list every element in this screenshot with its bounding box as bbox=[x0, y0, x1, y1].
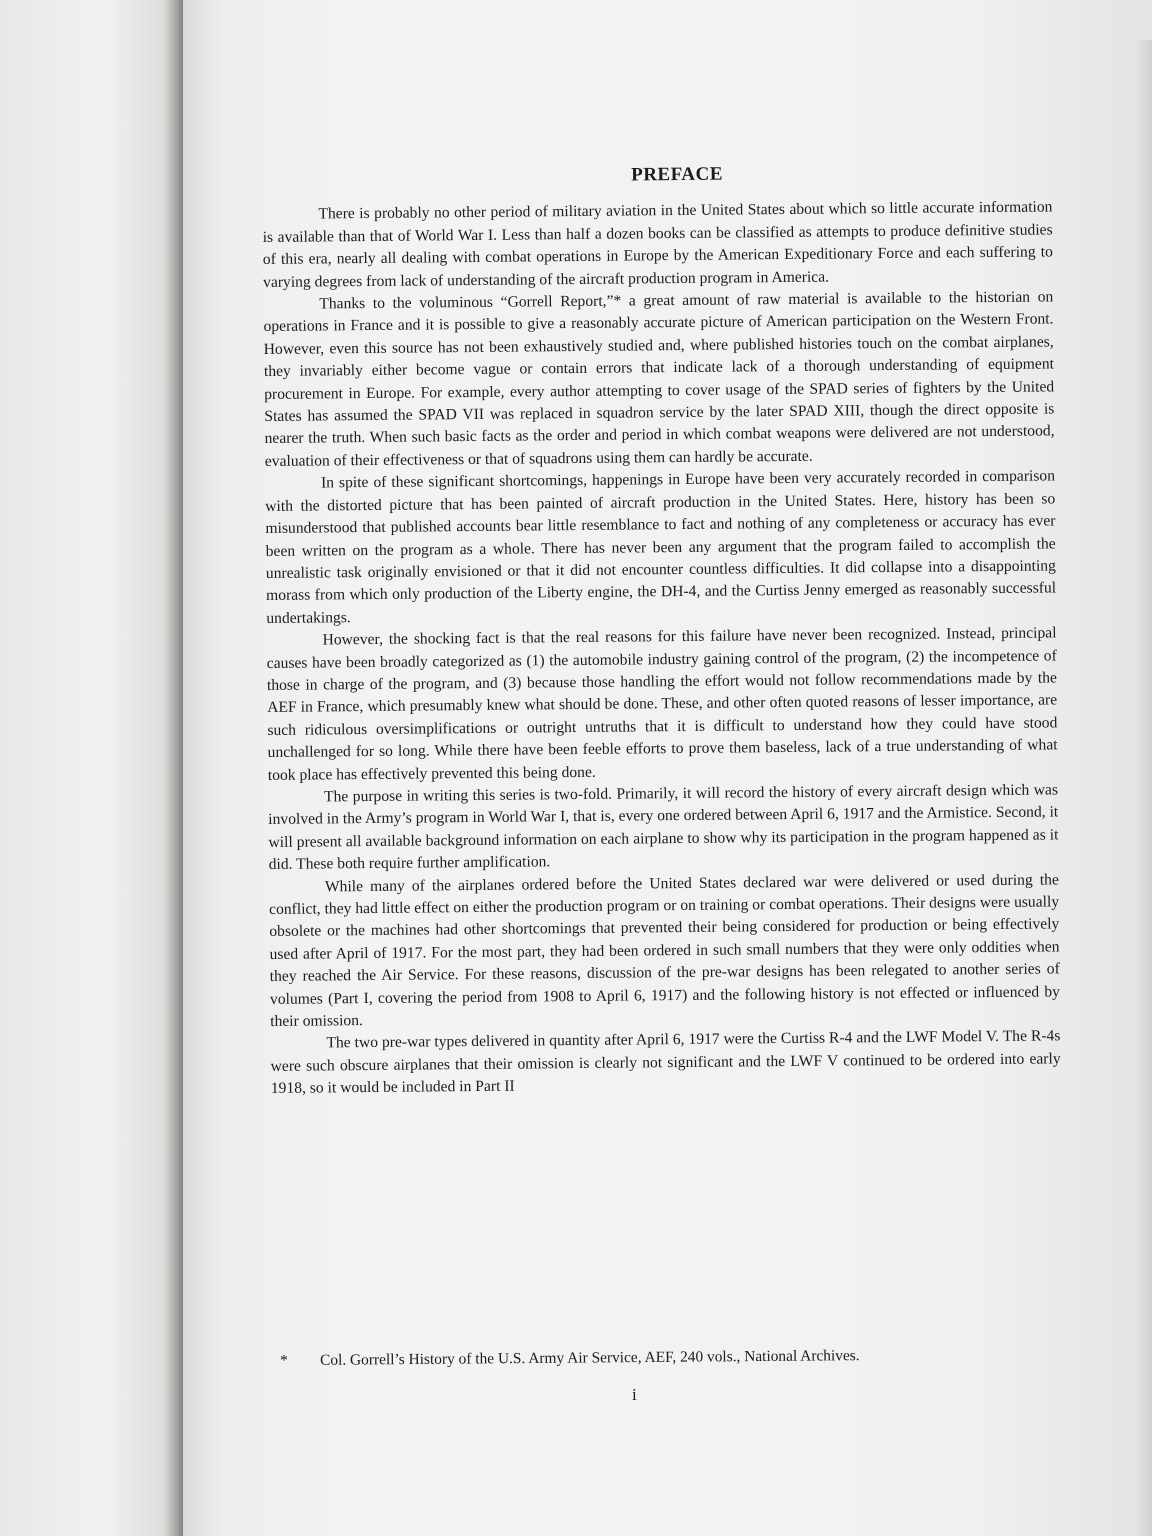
paragraph-7: The two pre-war types delivered in quantity after April 6, 1917 were the Curtiss R-4 and the LWF Model V. The R-4s were such obscure airplanes that their omission is clearly not significant and the LWF V continued to be ordered into early 1918, so it would be included in Part II bbox=[270, 1027, 1061, 1098]
paragraph-5: The purpose in writing this series is two-fold. Primarily, it will record the history of every aircraft design which was involved in the Army’s program in World War I, that is, every one ordered between April 6, 1917 and the Armistice. Second, it will present all available background information on each airplane to show why its participation in the program happened as it did. These both require further amplification. bbox=[268, 781, 1059, 874]
paragraph-6: While many of the airplanes ordered before the United States declared war were delivered or used during the conflict, they had little effect on either the production program or on training or combat operations. Their designs were usually obsolete or the machines had other shortcomings that prevented their being considered for production or being effectively used after April of 1917. For the most part, they had been ordered in such small numbers that they were only oddities when they reached the Air Service. For these reasons, discussion of the pre-war designs has been relegated to another series of volumes (Part I, covering the period from 1908 to April 6, 1917) and the following history is not effected or influenced by their omission. bbox=[269, 870, 1061, 1030]
book-gutter bbox=[165, 0, 185, 1536]
paragraph-1: There is probably no other period of military aviation in the United States about which so little accurate information is available than that of World War I. Less than half a dozen books can be classified as attempts to produce definitive studies of this era, nearly all dealing with combat operations in Europe by the American Expeditionary Force and each suffering to varying degrees from lack of understanding of the aircraft production program in America. bbox=[262, 198, 1053, 291]
footnote-marker: * bbox=[280, 1352, 288, 1370]
page-edge bbox=[1134, 40, 1152, 1536]
paragraph-4: However, the shocking fact is that the real reasons for this failure have never been recognized. Instead, principal causes have been broadly categorized as (1) the automobile industry gaining control of the program, (2) the incompetence of those in charge of the program, and (3) because those handling the effort would not follow recommendations made by the AEF in France, which presumably knew what should be done. These, and other often quoted reasons of lesser importance, are such ridiculous oversimplifications or outright untruths that it is difficult to understand how they could have stood unchallenged for so long. While there have been feeble efforts to prove them baseless, lack of a true understanding of what took place has effectively prevented this being done. bbox=[266, 624, 1058, 784]
preface-text bbox=[262, 160, 1061, 1100]
facing-page bbox=[0, 0, 190, 1536]
page-number: i bbox=[632, 1385, 637, 1404]
page-title: PREFACE bbox=[631, 163, 724, 186]
footnote-text: Col. Gorrell’s History of the U.S. Army Air Service, AEF, 240 vols., National Archives. bbox=[320, 1347, 860, 1369]
paragraph-3: In spite of these significant shortcomings, happenings in Europe have been very accurately recorded in comparison with the distorted picture that has been painted of aircraft production in the United States. Here, history has been so misunderstood that published accounts bear little resemblance to fact and nothing of any completeness or accuracy has ever been written on the program as a whole. There has never been any argument that the program failed to accomplish the unrealistic task originally envisioned or that it did not encounter countless difficulties. It did collapse into a disappointing morass from which only production of the Liberty engine, the DH-4, and the Curtiss Jenny emerged as reasonably successful undertakings. bbox=[265, 467, 1057, 627]
paragraph-2: Thanks to the voluminous “Gorrell Report,”* a great amount of raw material is available to the historian on operations in France and it is possible to give a reasonably accurate picture of American participation on the Western Front. However, even this source has not been exhaustively studied and, where published histories touch on the combat airplanes, they invariably either become vague or contain errors that indicate lack of a thorough understanding of equipment procurement in Europe. For example, every author attempting to cover usage of the SPAD series of fighters by the United States has assumed the SPAD VII was replaced in squadron service by the later SPAD XIII, though the direct opposite is nearer the truth. When such basic facts as the order and period in which combat weapons were delivered are not understood, evaluation of their effectiveness or that of squadrons using them can hardly be accurate. bbox=[263, 288, 1055, 470]
